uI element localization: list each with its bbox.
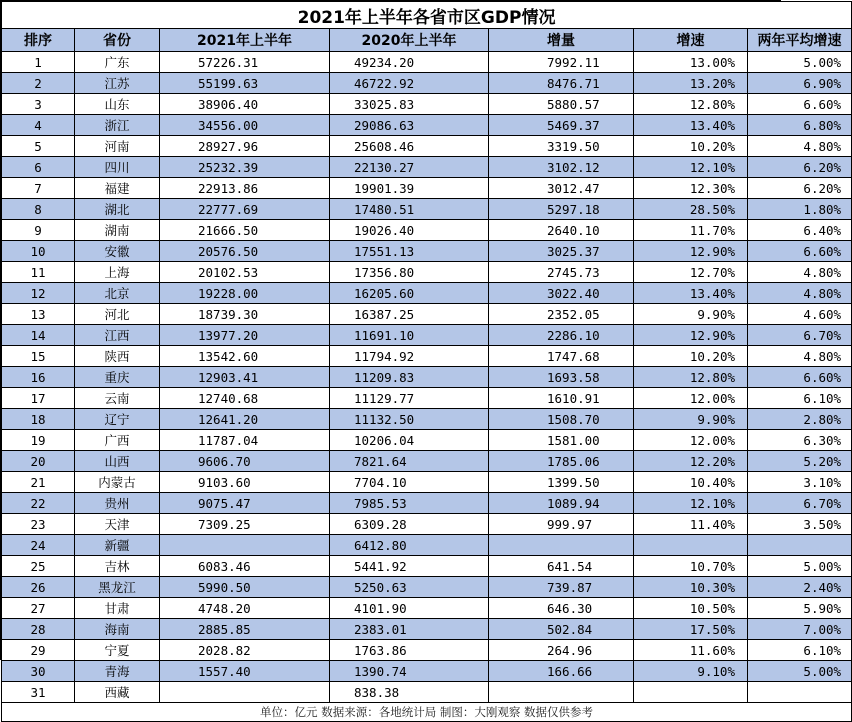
cell-rank: 6 — [2, 157, 75, 178]
cell-two-year-avg: 2.80% — [748, 409, 852, 430]
cell-2021h1: 2028.82 — [160, 640, 330, 661]
table-row — [2, 52, 852, 73]
cell-two-year-avg: 6.60% — [748, 94, 852, 115]
cell-two-year-avg: 6.20% — [748, 178, 852, 199]
cell-growth: 11.70% — [634, 220, 748, 241]
cell-2021h1: 4748.20 — [160, 598, 330, 619]
cell-2021h1: 21666.50 — [160, 220, 330, 241]
cell-growth: 12.90% — [634, 325, 748, 346]
table-row — [2, 115, 852, 136]
cell-two-year-avg: 6.10% — [748, 640, 852, 661]
cell-2021h1: 25232.39 — [160, 157, 330, 178]
header-row — [2, 29, 852, 52]
cell-growth: 12.70% — [634, 262, 748, 283]
table-row — [2, 661, 852, 682]
cell-increment: 1508.70 — [489, 409, 634, 430]
cell-province: 吉林 — [75, 556, 160, 577]
table-row — [2, 598, 852, 619]
cell-increment: 5469.37 — [489, 115, 634, 136]
cell-2020h1: 16387.25 — [330, 304, 489, 325]
table-row — [2, 472, 852, 493]
cell-2021h1: 13977.20 — [160, 325, 330, 346]
cell-rank: 25 — [2, 556, 75, 577]
cell-2021h1: 57226.31 — [160, 52, 330, 73]
table-row — [2, 241, 852, 262]
cell-province: 山西 — [75, 451, 160, 472]
cell-rank: 13 — [2, 304, 75, 325]
cell-2021h1: 20576.50 — [160, 241, 330, 262]
cell-two-year-avg: 5.00% — [748, 52, 852, 73]
cell-two-year-avg: 6.70% — [748, 493, 852, 514]
cell-increment: 3319.50 — [489, 136, 634, 157]
cell-increment: 646.30 — [489, 598, 634, 619]
cell-increment — [489, 682, 634, 703]
cell-province: 广西 — [75, 430, 160, 451]
header-growth: 增速 — [634, 29, 748, 52]
cell-province: 浙江 — [75, 115, 160, 136]
cell-growth: 12.90% — [634, 241, 748, 262]
cell-rank: 9 — [2, 220, 75, 241]
cell-growth: 12.80% — [634, 94, 748, 115]
cell-increment: 502.84 — [489, 619, 634, 640]
cell-increment: 3102.12 — [489, 157, 634, 178]
cell-growth: 17.50% — [634, 619, 748, 640]
cell-rank: 15 — [2, 346, 75, 367]
cell-two-year-avg: 4.80% — [748, 283, 852, 304]
cell-2021h1: 6083.46 — [160, 556, 330, 577]
cell-growth: 28.50% — [634, 199, 748, 220]
gdp-table — [1, 1, 852, 722]
header-province: 省份 — [75, 29, 160, 52]
cell-growth: 9.90% — [634, 409, 748, 430]
cell-rank: 3 — [2, 94, 75, 115]
cell-2020h1: 6412.80 — [330, 535, 489, 556]
cell-increment: 5880.57 — [489, 94, 634, 115]
table-row — [2, 94, 852, 115]
cell-increment: 3025.37 — [489, 241, 634, 262]
cell-province: 辽宁 — [75, 409, 160, 430]
cell-2020h1: 1390.74 — [330, 661, 489, 682]
table-row — [2, 283, 852, 304]
cell-2021h1: 12641.20 — [160, 409, 330, 430]
table-row — [2, 577, 852, 598]
cell-two-year-avg: 4.60% — [748, 304, 852, 325]
cell-growth: 11.40% — [634, 514, 748, 535]
cell-rank: 23 — [2, 514, 75, 535]
cell-2020h1: 11209.83 — [330, 367, 489, 388]
cell-2020h1: 838.38 — [330, 682, 489, 703]
cell-growth — [634, 682, 748, 703]
cell-rank: 11 — [2, 262, 75, 283]
cell-two-year-avg: 6.40% — [748, 220, 852, 241]
cell-growth: 12.30% — [634, 178, 748, 199]
cell-province: 北京 — [75, 283, 160, 304]
cell-increment: 8476.71 — [489, 73, 634, 94]
cell-growth: 10.30% — [634, 577, 748, 598]
cell-province: 陕西 — [75, 346, 160, 367]
cell-increment: 999.97 — [489, 514, 634, 535]
cell-growth: 12.00% — [634, 430, 748, 451]
cell-rank: 2 — [2, 73, 75, 94]
cell-2020h1: 11132.50 — [330, 409, 489, 430]
cell-increment: 1785.06 — [489, 451, 634, 472]
cell-province: 天津 — [75, 514, 160, 535]
header-2020h1: 2020年上半年 — [330, 29, 489, 52]
cell-two-year-avg: 5.90% — [748, 598, 852, 619]
cell-increment: 264.96 — [489, 640, 634, 661]
cell-increment: 3012.47 — [489, 178, 634, 199]
cell-2021h1: 38906.40 — [160, 94, 330, 115]
cell-2020h1: 1763.86 — [330, 640, 489, 661]
cell-2020h1: 16205.60 — [330, 283, 489, 304]
cell-2020h1: 33025.83 — [330, 94, 489, 115]
cell-two-year-avg: 1.80% — [748, 199, 852, 220]
table-row — [2, 73, 852, 94]
cell-2020h1: 7985.53 — [330, 493, 489, 514]
table-row — [2, 556, 852, 577]
cell-two-year-avg — [748, 535, 852, 556]
cell-growth: 12.80% — [634, 367, 748, 388]
cell-2020h1: 5250.63 — [330, 577, 489, 598]
cell-growth: 13.40% — [634, 115, 748, 136]
cell-2020h1: 7821.64 — [330, 451, 489, 472]
table-row — [2, 220, 852, 241]
cell-2021h1: 9606.70 — [160, 451, 330, 472]
cell-two-year-avg: 6.90% — [748, 73, 852, 94]
table-row — [2, 199, 852, 220]
cell-province: 重庆 — [75, 367, 160, 388]
cell-growth: 10.20% — [634, 346, 748, 367]
cell-two-year-avg: 7.00% — [748, 619, 852, 640]
cell-rank: 1 — [2, 52, 75, 73]
cell-rank: 10 — [2, 241, 75, 262]
cell-rank: 28 — [2, 619, 75, 640]
cell-increment: 3022.40 — [489, 283, 634, 304]
cell-rank: 5 — [2, 136, 75, 157]
cell-2020h1: 2383.01 — [330, 619, 489, 640]
cell-province: 河北 — [75, 304, 160, 325]
cell-growth: 13.20% — [634, 73, 748, 94]
cell-increment: 1610.91 — [489, 388, 634, 409]
cell-province: 江西 — [75, 325, 160, 346]
cell-rank: 16 — [2, 367, 75, 388]
cell-two-year-avg: 4.80% — [748, 262, 852, 283]
cell-2020h1: 22130.27 — [330, 157, 489, 178]
cell-province: 西藏 — [75, 682, 160, 703]
cell-increment: 1581.00 — [489, 430, 634, 451]
cell-2020h1: 17551.13 — [330, 241, 489, 262]
cell-two-year-avg: 6.30% — [748, 430, 852, 451]
table-row — [2, 136, 852, 157]
cell-province: 黑龙江 — [75, 577, 160, 598]
cell-growth: 12.10% — [634, 157, 748, 178]
cell-province: 四川 — [75, 157, 160, 178]
cell-rank: 8 — [2, 199, 75, 220]
cell-2021h1: 9103.60 — [160, 472, 330, 493]
cell-2021h1 — [160, 535, 330, 556]
cell-increment — [489, 535, 634, 556]
cell-rank: 12 — [2, 283, 75, 304]
cell-increment: 7992.11 — [489, 52, 634, 73]
cell-2020h1: 19901.39 — [330, 178, 489, 199]
table-row — [2, 430, 852, 451]
table-row — [2, 325, 852, 346]
cell-two-year-avg: 4.80% — [748, 346, 852, 367]
cell-2020h1: 6309.28 — [330, 514, 489, 535]
cell-two-year-avg: 3.10% — [748, 472, 852, 493]
table-row — [2, 304, 852, 325]
cell-increment: 1089.94 — [489, 493, 634, 514]
table-row — [2, 682, 852, 703]
cell-rank: 26 — [2, 577, 75, 598]
cell-two-year-avg: 6.10% — [748, 388, 852, 409]
cell-two-year-avg — [748, 682, 852, 703]
cell-2020h1: 17356.80 — [330, 262, 489, 283]
cell-2021h1 — [160, 682, 330, 703]
cell-province: 湖北 — [75, 199, 160, 220]
table-row — [2, 178, 852, 199]
cell-province: 上海 — [75, 262, 160, 283]
cell-2020h1: 11129.77 — [330, 388, 489, 409]
cell-province: 海南 — [75, 619, 160, 640]
cell-2020h1: 25608.46 — [330, 136, 489, 157]
table-row — [2, 157, 852, 178]
cell-rank: 22 — [2, 493, 75, 514]
footer-note: 单位：亿元 数据来源：各地统计局 制图：大刚观察 数据仅供参考 — [2, 703, 852, 722]
cell-growth: 10.40% — [634, 472, 748, 493]
cell-2021h1: 18739.30 — [160, 304, 330, 325]
cell-2020h1: 5441.92 — [330, 556, 489, 577]
cell-two-year-avg: 4.80% — [748, 136, 852, 157]
cell-2021h1: 55199.63 — [160, 73, 330, 94]
cell-rank: 17 — [2, 388, 75, 409]
cell-province: 新疆 — [75, 535, 160, 556]
cell-growth: 12.00% — [634, 388, 748, 409]
cell-growth: 10.20% — [634, 136, 748, 157]
cell-2020h1: 10206.04 — [330, 430, 489, 451]
table-row — [2, 409, 852, 430]
cell-2021h1: 13542.60 — [160, 346, 330, 367]
cell-province: 河南 — [75, 136, 160, 157]
cell-province: 福建 — [75, 178, 160, 199]
cell-province: 贵州 — [75, 493, 160, 514]
cell-2021h1: 12903.41 — [160, 367, 330, 388]
cell-2020h1: 19026.40 — [330, 220, 489, 241]
cell-2021h1: 2885.85 — [160, 619, 330, 640]
cell-two-year-avg: 6.60% — [748, 241, 852, 262]
cell-increment: 1693.58 — [489, 367, 634, 388]
cell-increment: 2352.05 — [489, 304, 634, 325]
cell-2020h1: 7704.10 — [330, 472, 489, 493]
cell-2020h1: 29086.63 — [330, 115, 489, 136]
header-rank: 排序 — [2, 29, 75, 52]
cell-growth: 9.10% — [634, 661, 748, 682]
cell-two-year-avg: 3.50% — [748, 514, 852, 535]
cell-increment: 739.87 — [489, 577, 634, 598]
cell-rank: 21 — [2, 472, 75, 493]
cell-rank: 14 — [2, 325, 75, 346]
table-title: 2021年上半年各省市区GDP情况 — [2, 2, 852, 29]
cell-2020h1: 4101.90 — [330, 598, 489, 619]
table-row — [2, 535, 852, 556]
cell-province: 湖南 — [75, 220, 160, 241]
cell-two-year-avg: 6.60% — [748, 367, 852, 388]
cell-growth: 11.60% — [634, 640, 748, 661]
cell-rank: 7 — [2, 178, 75, 199]
cell-rank: 19 — [2, 430, 75, 451]
cell-province: 内蒙古 — [75, 472, 160, 493]
table-row — [2, 451, 852, 472]
cell-2020h1: 49234.20 — [330, 52, 489, 73]
cell-increment: 641.54 — [489, 556, 634, 577]
table-row — [2, 367, 852, 388]
cell-growth: 13.40% — [634, 283, 748, 304]
cell-2020h1: 17480.51 — [330, 199, 489, 220]
cell-2021h1: 34556.00 — [160, 115, 330, 136]
cell-rank: 27 — [2, 598, 75, 619]
cell-province: 山东 — [75, 94, 160, 115]
cell-increment: 1747.68 — [489, 346, 634, 367]
cell-2021h1: 19228.00 — [160, 283, 330, 304]
cell-growth: 10.70% — [634, 556, 748, 577]
cell-2021h1: 12740.68 — [160, 388, 330, 409]
cell-2021h1: 22777.69 — [160, 199, 330, 220]
cell-two-year-avg: 5.00% — [748, 556, 852, 577]
cell-growth: 12.20% — [634, 451, 748, 472]
cell-2021h1: 22913.86 — [160, 178, 330, 199]
cell-rank: 18 — [2, 409, 75, 430]
cell-increment: 166.66 — [489, 661, 634, 682]
cell-2021h1: 28927.96 — [160, 136, 330, 157]
cell-growth: 10.50% — [634, 598, 748, 619]
cell-province: 江苏 — [75, 73, 160, 94]
footer-row — [2, 703, 852, 722]
cell-two-year-avg: 6.20% — [748, 157, 852, 178]
cell-2021h1: 5990.50 — [160, 577, 330, 598]
header-increment: 增量 — [489, 29, 634, 52]
header-two-year-avg: 两年平均增速 — [748, 29, 852, 52]
cell-growth: 13.00% — [634, 52, 748, 73]
cell-two-year-avg: 6.80% — [748, 115, 852, 136]
table-row — [2, 640, 852, 661]
table-row — [2, 493, 852, 514]
cell-two-year-avg: 6.70% — [748, 325, 852, 346]
cell-two-year-avg: 5.20% — [748, 451, 852, 472]
cell-increment: 2745.73 — [489, 262, 634, 283]
cell-growth: 12.10% — [634, 493, 748, 514]
cell-2021h1: 1557.40 — [160, 661, 330, 682]
header-2021h1: 2021年上半年 — [160, 29, 330, 52]
table-row — [2, 514, 852, 535]
cell-2021h1: 11787.04 — [160, 430, 330, 451]
table-row — [2, 619, 852, 640]
cell-increment: 2640.10 — [489, 220, 634, 241]
cell-2020h1: 46722.92 — [330, 73, 489, 94]
cell-2021h1: 9075.47 — [160, 493, 330, 514]
cell-increment: 1399.50 — [489, 472, 634, 493]
table-row — [2, 346, 852, 367]
cell-2021h1: 20102.53 — [160, 262, 330, 283]
cell-province: 云南 — [75, 388, 160, 409]
title-row — [2, 2, 852, 29]
cell-rank: 29 — [2, 640, 75, 661]
cell-rank: 20 — [2, 451, 75, 472]
cell-2020h1: 11691.10 — [330, 325, 489, 346]
cell-rank: 30 — [2, 661, 75, 682]
cell-rank: 4 — [2, 115, 75, 136]
cell-province: 宁夏 — [75, 640, 160, 661]
cell-rank: 24 — [2, 535, 75, 556]
cell-province: 广东 — [75, 52, 160, 73]
cell-growth: 9.90% — [634, 304, 748, 325]
cell-province: 甘肃 — [75, 598, 160, 619]
cell-rank: 31 — [2, 682, 75, 703]
cell-2020h1: 11794.92 — [330, 346, 489, 367]
cell-province: 青海 — [75, 661, 160, 682]
cell-increment: 2286.10 — [489, 325, 634, 346]
table-row — [2, 262, 852, 283]
cell-two-year-avg: 2.40% — [748, 577, 852, 598]
cell-2021h1: 7309.25 — [160, 514, 330, 535]
table-row — [2, 388, 852, 409]
cell-growth — [634, 535, 748, 556]
cell-increment: 5297.18 — [489, 199, 634, 220]
cell-province: 安徽 — [75, 241, 160, 262]
cell-two-year-avg: 5.00% — [748, 661, 852, 682]
